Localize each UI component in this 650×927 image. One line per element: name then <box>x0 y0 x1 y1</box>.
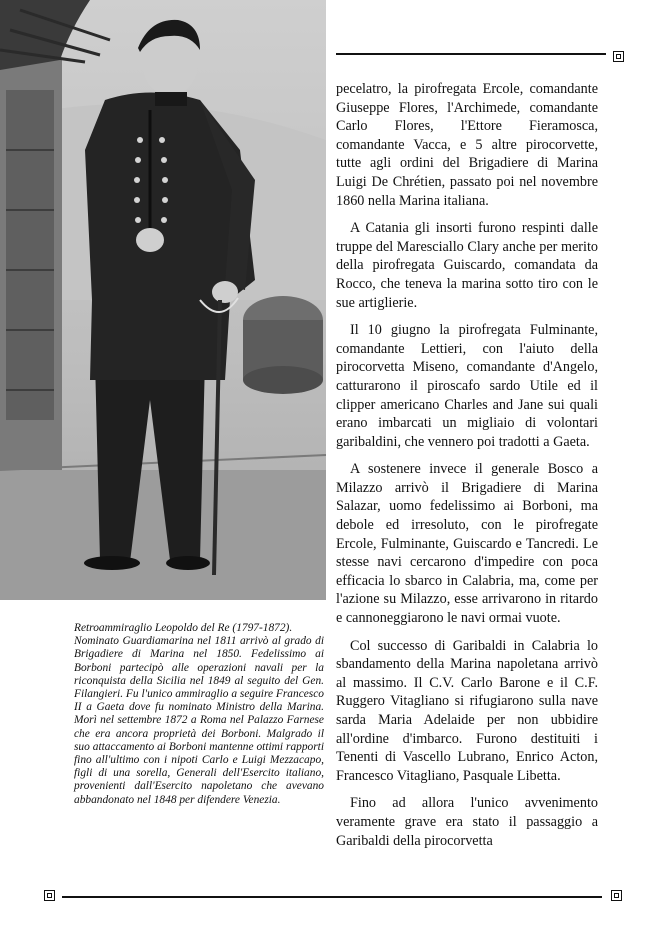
ornament-bottom-right <box>611 890 622 901</box>
caption-title: Retroammiraglio Leopoldo del Re (1797-1872). <box>74 622 293 634</box>
caption-body: Nominato Guardiamarina nel 1811 arrivò al grado di Brigadiere di Marina nel 1850. Fedelissimo ai Borboni partecipò alle operazioni navali per la riconquista della Sicilia nel 1849 al seguito del Gen. Filangieri. Fu l'unico ammiraglio a seguire Francesco II a Gaeta dove fu nominato Ministro della Marina. Morì nel settembre 1872 a Roma nel Palazzo Farnese che era ancora proprietà dei Borboni. Malgrado il suo attaccamento ai Borboni mantenne ottimi rapporti fino all'ultimo con i nipoti Carlo e Luigi Mezzacapo, figli di una sorella, Generali dell'Esercito italiano, provenienti dall'Esercito napoletano che avevano abbandonato nel 1848 per difendere Venezia. <box>74 635 324 806</box>
paragraph: Col successo di Garibaldi in Calabria lo sbandamento della Marina napoletana arrivò al massimo. Il C.V. Carlo Barone e il C.F. Ruggero Vitagliano si rifugiarono sulla nave sarda Maria Adelaide per non ubbidire all'ordine d'imbarco. Furono destituiti i Tenenti di Vascello Lubrano, Enrico Acton, Francesco Vitagliano, Pasquale Libetta. <box>336 637 598 784</box>
ornament-top-right <box>613 51 624 62</box>
paragraph: Il 10 giugno la pirofregata Fulminante, comandante Lettieri, con l'aiuto della pirocorvetta Miseno, comandante d'Angelo, catturarono il piroscafo sardo Utile ed il clipper americano Charles and Jane sui quali erano imbarcati un migliaio di volontari garibaldini, che vennero poi tradotti a Gaeta. <box>336 322 598 450</box>
portrait-photograph <box>0 0 326 600</box>
paragraph: pecelatro, la pirofregata Ercole, comandante Giuseppe Flores, l'Archimede, comandante Carlo Flores, l'Ettore Fieramosca, comandante Vacca, e 5 altre pirocorvette, tutte agli ordini del Brigadiere di Marina Luigi De Chrétien, passato poi nel novembre 1860 nella Marina italiana. <box>336 81 598 209</box>
paragraph: Fino ad allora l'unico avvenimento veramente grave era stato il passaggio a Garibaldi della pirocorvetta <box>336 795 598 849</box>
top-rule <box>336 53 606 55</box>
ornament-bottom-left <box>44 890 55 901</box>
main-text-column <box>336 80 598 859</box>
photo-caption <box>74 622 324 807</box>
portrait-illustration <box>0 0 326 600</box>
paragraph: A sostenere invece il generale Bosco a Milazzo arrivò il Brigadiere di Marina Salazar, uomo fedelissimo ai Borboni, ma debole ed irresoluto, con le pirofregate Ercole, Fulminante, Guiscardo e Tancredi. Le stesse navi cercarono d'impedire con poca efficacia lo sbarco in Calabria, ma, come per l'azione su Milazzo, esse arrivarono in ritardo e cannoneggiarono le navi ormai vuote. <box>336 461 598 627</box>
bottom-rule <box>62 896 602 898</box>
paragraph: A Catania gli insorti furono respinti dalle truppe del Maresciallo Clary anche per merito della pirofregata Guiscardo, comandata da Rocco, che teneva la marina sotto tiro con le sue artiglierie. <box>336 220 598 311</box>
